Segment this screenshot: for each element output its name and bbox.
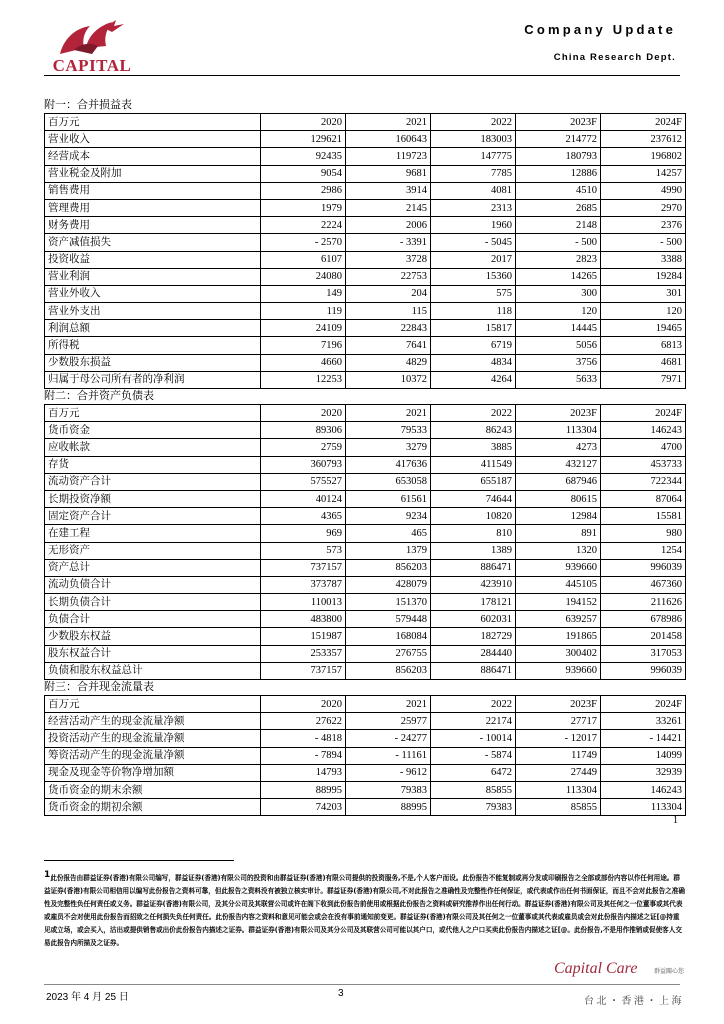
value-cell: 14445 [516, 320, 601, 337]
value-cell: 22753 [346, 268, 431, 285]
row-label: 少数股东权益 [45, 628, 261, 645]
row-label: 财务费用 [45, 217, 261, 234]
table-row [45, 439, 686, 456]
table-header-row [45, 114, 686, 131]
value-cell: 980 [601, 525, 686, 542]
value-cell: 445105 [516, 576, 601, 593]
value-cell: 4660 [261, 354, 346, 371]
value-cell: 5056 [516, 337, 601, 354]
value-cell: 89306 [261, 422, 346, 439]
year-header: 2021 [346, 696, 431, 713]
value-cell: 2376 [601, 217, 686, 234]
row-label: 长期投资净额 [45, 490, 261, 507]
value-cell: 14099 [601, 747, 686, 764]
row-label: 固定资产合计 [45, 508, 261, 525]
table-row [45, 371, 686, 388]
value-cell: 88995 [346, 799, 431, 816]
section-page-marker: 1 [673, 815, 678, 826]
value-cell: 276755 [346, 645, 431, 662]
value-cell: 211626 [601, 594, 686, 611]
value-cell: 12984 [516, 508, 601, 525]
financial-tables [44, 98, 685, 816]
brand-small-text: 群益關心您 [653, 968, 684, 975]
unit-label: 百万元 [45, 696, 261, 713]
balance-sheet-table [44, 404, 686, 680]
value-cell: 151987 [261, 628, 346, 645]
value-cell: 3388 [601, 251, 686, 268]
value-cell: 4990 [601, 182, 686, 199]
table-row [45, 251, 686, 268]
value-cell: 80615 [516, 490, 601, 507]
value-cell: 1979 [261, 199, 346, 216]
income-statement-title: 附一：合并损益表 [44, 99, 132, 111]
row-label: 利润总额 [45, 320, 261, 337]
year-header: 2020 [261, 405, 346, 422]
year-header: 2021 [346, 114, 431, 131]
value-cell: 182729 [431, 628, 516, 645]
value-cell: 1320 [516, 542, 601, 559]
value-cell: 7641 [346, 337, 431, 354]
value-cell: 886471 [431, 662, 516, 679]
value-cell: 12886 [516, 165, 601, 182]
table-row [45, 781, 686, 798]
value-cell: 10820 [431, 508, 516, 525]
value-cell: 113304 [516, 422, 601, 439]
value-cell: 373787 [261, 576, 346, 593]
table-header-row [45, 696, 686, 713]
capital-logo [46, 18, 138, 76]
row-label: 营业外收入 [45, 285, 261, 302]
page-number: 3 [338, 988, 344, 999]
value-cell: 939660 [516, 559, 601, 576]
row-label: 负债合计 [45, 611, 261, 628]
value-cell: 119 [261, 303, 346, 320]
year-header: 2022 [431, 405, 516, 422]
row-label: 存货 [45, 456, 261, 473]
value-cell: 4264 [431, 371, 516, 388]
value-cell: 3756 [516, 354, 601, 371]
value-cell: 33261 [601, 713, 686, 730]
value-cell: - 14421 [601, 730, 686, 747]
year-header: 2020 [261, 114, 346, 131]
table-row [45, 285, 686, 302]
value-cell: 11749 [516, 747, 601, 764]
row-label: 少数股东损益 [45, 354, 261, 371]
value-cell: - 7894 [261, 747, 346, 764]
row-label: 归属于母公司所有者的净利润 [45, 371, 261, 388]
table-row [45, 165, 686, 182]
value-cell: 147775 [431, 148, 516, 165]
value-cell: 61561 [346, 490, 431, 507]
value-cell: 4273 [516, 439, 601, 456]
value-cell: 27717 [516, 713, 601, 730]
year-header: 2024F [601, 114, 686, 131]
value-cell: 602031 [431, 611, 516, 628]
value-cell: 417636 [346, 456, 431, 473]
value-cell: 7971 [601, 371, 686, 388]
value-cell: 939660 [516, 662, 601, 679]
table-row [45, 611, 686, 628]
value-cell: 146243 [601, 781, 686, 798]
row-label: 营业收入 [45, 131, 261, 148]
value-cell: 25977 [346, 713, 431, 730]
table-row [45, 182, 686, 199]
value-cell: 317053 [601, 645, 686, 662]
value-cell: 687946 [516, 473, 601, 490]
value-cell: 10372 [346, 371, 431, 388]
row-label: 资产总计 [45, 559, 261, 576]
table-row [45, 320, 686, 337]
table-row [45, 131, 686, 148]
value-cell: 237612 [601, 131, 686, 148]
table-row [45, 303, 686, 320]
value-cell: 15360 [431, 268, 516, 285]
value-cell: 9681 [346, 165, 431, 182]
row-label: 现金及现金等价物净增加额 [45, 764, 261, 781]
value-cell: 119723 [346, 148, 431, 165]
value-cell: 129621 [261, 131, 346, 148]
row-label: 投资收益 [45, 251, 261, 268]
value-cell: 737157 [261, 662, 346, 679]
row-label: 流动负债合计 [45, 576, 261, 593]
value-cell: - 24277 [346, 730, 431, 747]
value-cell: 423910 [431, 576, 516, 593]
value-cell: 4365 [261, 508, 346, 525]
row-label: 经营活动产生的现金流量净额 [45, 713, 261, 730]
value-cell: 87064 [601, 490, 686, 507]
capital-bird-icon [54, 18, 130, 58]
value-cell: 88995 [261, 781, 346, 798]
year-header: 2023F [516, 696, 601, 713]
value-cell: 4081 [431, 182, 516, 199]
table-row [45, 662, 686, 679]
value-cell: 467360 [601, 576, 686, 593]
value-cell: 2759 [261, 439, 346, 456]
value-cell: - 12017 [516, 730, 601, 747]
value-cell: 722344 [601, 473, 686, 490]
table-row [45, 747, 686, 764]
value-cell: 6719 [431, 337, 516, 354]
row-label: 经营成本 [45, 148, 261, 165]
value-cell: 3279 [346, 439, 431, 456]
value-cell: 5633 [516, 371, 601, 388]
row-label: 货币资金的期末余额 [45, 781, 261, 798]
value-cell: 15817 [431, 320, 516, 337]
value-cell: 678986 [601, 611, 686, 628]
value-cell: 432127 [516, 456, 601, 473]
value-cell: 2145 [346, 199, 431, 216]
table-row [45, 268, 686, 285]
value-cell: 22843 [346, 320, 431, 337]
value-cell: 115 [346, 303, 431, 320]
value-cell: 411549 [431, 456, 516, 473]
value-cell: 86243 [431, 422, 516, 439]
cash-flow-table [44, 695, 686, 816]
value-cell: 14257 [601, 165, 686, 182]
income-statement-table [44, 113, 686, 389]
office-cities: 台北・香港・上海 [584, 996, 684, 1007]
row-label: 流动资产合计 [45, 473, 261, 490]
table-row [45, 473, 686, 490]
value-cell: 428079 [346, 576, 431, 593]
value-cell: 15581 [601, 508, 686, 525]
value-cell: 483800 [261, 611, 346, 628]
value-cell: 810 [431, 525, 516, 542]
row-label: 应收帐款 [45, 439, 261, 456]
value-cell: 655187 [431, 473, 516, 490]
value-cell: 360793 [261, 456, 346, 473]
table-row [45, 508, 686, 525]
value-cell: - 500 [516, 234, 601, 251]
value-cell: 575527 [261, 473, 346, 490]
value-cell: 201458 [601, 628, 686, 645]
value-cell: 180793 [516, 148, 601, 165]
value-cell: 579448 [346, 611, 431, 628]
value-cell: 178121 [431, 594, 516, 611]
table-row [45, 713, 686, 730]
value-cell: 214772 [516, 131, 601, 148]
value-cell: 22174 [431, 713, 516, 730]
value-cell: 737157 [261, 559, 346, 576]
table-row [45, 234, 686, 251]
value-cell: 19465 [601, 320, 686, 337]
table-row [45, 628, 686, 645]
table-row [45, 490, 686, 507]
value-cell: 4834 [431, 354, 516, 371]
value-cell: 9234 [346, 508, 431, 525]
value-cell: 110013 [261, 594, 346, 611]
value-cell: 1379 [346, 542, 431, 559]
value-cell: 204 [346, 285, 431, 302]
value-cell: 4700 [601, 439, 686, 456]
value-cell: 1960 [431, 217, 516, 234]
value-cell: 573 [261, 542, 346, 559]
footnote-mark: 1 [44, 869, 51, 880]
balance-sheet-title: 附二：合并资产负债表 [44, 390, 154, 402]
value-cell: 7785 [431, 165, 516, 182]
value-cell: 151370 [346, 594, 431, 611]
row-label: 货币资金的期初余额 [45, 799, 261, 816]
value-cell: 120 [516, 303, 601, 320]
value-cell: 24080 [261, 268, 346, 285]
year-header: 2022 [431, 696, 516, 713]
value-cell: 2224 [261, 217, 346, 234]
value-cell: 996039 [601, 559, 686, 576]
value-cell: 14265 [516, 268, 601, 285]
value-cell: 19284 [601, 268, 686, 285]
table-row [45, 422, 686, 439]
value-cell: - 11161 [346, 747, 431, 764]
disclaimer-text: 此份报告由群益证券(香港)有限公司编写，群益证券(香港)有限公司的投资和由群益证券(香港)有限公司提供的投资服务,不是,个人客户而设。此份报告不能复制或再分发或印刷报告之全部或部份内容以作任何用途。群益证券(香港)有限公司相信用以编写此份报告之资料可靠，但此报告之资料没有被独立核实审计。群益证券(香港)有限公司,不对此报告之准确性及完整性作任何保证，或代表或作出任何书面保证，而且不会对此报告之准确性及完整性负任何责任或义务。群益证券(香港)有限公司，及其分公司及其联营公司或许在阁下收到此份报告前使用或根据此份报告之资料或研究推荐作出任何行动。群益证券(香港)有限公司及其任何之一位董事或其代表或雇员不会对使用此份报告而招致之任何损失负任何责任。此份报告内容之资料和意见可能会或会在没有事前通知前变更。群益证券(香港)有限公司及其任何之一位董事或其代表或雇员或会对此份报告内描述之证[@持重见或立场，或会买入，沽出或提供销售或出价此份报告内描述之证券。群益证券(香港)有限公司及其分公司及其联营公司可能以其户口，或代他人之户口买卖此份报告内描述之证[@。此份报告,不是用作推销或促使客人交易此报告内所描及之证券。 [44, 874, 685, 947]
value-cell: - 2570 [261, 234, 346, 251]
table-row [45, 594, 686, 611]
value-cell: 74203 [261, 799, 346, 816]
value-cell: 639257 [516, 611, 601, 628]
value-cell: 300 [516, 285, 601, 302]
value-cell: 465 [346, 525, 431, 542]
value-cell: 4510 [516, 182, 601, 199]
year-header: 2024F [601, 405, 686, 422]
value-cell: 6813 [601, 337, 686, 354]
value-cell: 113304 [516, 781, 601, 798]
value-cell: 32939 [601, 764, 686, 781]
value-cell: 653058 [346, 473, 431, 490]
table-row [45, 525, 686, 542]
value-cell: 2017 [431, 251, 516, 268]
year-header: 2024F [601, 696, 686, 713]
value-cell: 183003 [431, 131, 516, 148]
table-row [45, 645, 686, 662]
value-cell: 24109 [261, 320, 346, 337]
row-label: 长期负债合计 [45, 594, 261, 611]
row-label: 营业税金及附加 [45, 165, 261, 182]
table-row [45, 354, 686, 371]
table-row [45, 730, 686, 747]
row-label: 筹资活动产生的现金流量净额 [45, 747, 261, 764]
row-label: 股东权益合计 [45, 645, 261, 662]
value-cell: 856203 [346, 662, 431, 679]
header-divider [44, 75, 680, 76]
value-cell: 118 [431, 303, 516, 320]
table-row [45, 199, 686, 216]
value-cell: 284440 [431, 645, 516, 662]
value-cell: 14793 [261, 764, 346, 781]
row-label: 货币资金 [45, 422, 261, 439]
table-row [45, 764, 686, 781]
value-cell: 168084 [346, 628, 431, 645]
year-header: 2023F [516, 114, 601, 131]
value-cell: 856203 [346, 559, 431, 576]
table-row [45, 337, 686, 354]
value-cell: 79533 [346, 422, 431, 439]
value-cell: 120 [601, 303, 686, 320]
row-label: 无形资产 [45, 542, 261, 559]
value-cell: 85855 [431, 781, 516, 798]
table-row [45, 456, 686, 473]
value-cell: - 10014 [431, 730, 516, 747]
value-cell: 3728 [346, 251, 431, 268]
value-cell: 146243 [601, 422, 686, 439]
value-cell: 27449 [516, 764, 601, 781]
table-row [45, 559, 686, 576]
table-row [45, 217, 686, 234]
value-cell: 191865 [516, 628, 601, 645]
value-cell: 3914 [346, 182, 431, 199]
row-label: 营业利润 [45, 268, 261, 285]
value-cell: 301 [601, 285, 686, 302]
report-type-title: Company Update [524, 22, 676, 37]
row-label: 销售费用 [45, 182, 261, 199]
value-cell: 4681 [601, 354, 686, 371]
value-cell: - 500 [601, 234, 686, 251]
value-cell: 113304 [601, 799, 686, 816]
value-cell: 40124 [261, 490, 346, 507]
value-cell: 6472 [431, 764, 516, 781]
value-cell: 1254 [601, 542, 686, 559]
value-cell: 2970 [601, 199, 686, 216]
table-header-row [45, 405, 686, 422]
row-label: 营业外支出 [45, 303, 261, 320]
footer-divider [44, 984, 680, 985]
table-row [45, 542, 686, 559]
row-label: 所得税 [45, 337, 261, 354]
unit-label: 百万元 [45, 405, 261, 422]
value-cell: 453733 [601, 456, 686, 473]
value-cell: - 3391 [346, 234, 431, 251]
value-cell: 74644 [431, 490, 516, 507]
value-cell: 79383 [346, 781, 431, 798]
table-row [45, 799, 686, 816]
value-cell: 575 [431, 285, 516, 302]
row-label: 管理费用 [45, 199, 261, 216]
year-header: 2021 [346, 405, 431, 422]
value-cell: - 9612 [346, 764, 431, 781]
value-cell: 85855 [516, 799, 601, 816]
year-header: 2020 [261, 696, 346, 713]
department-subtitle: China Research Dept. [553, 52, 676, 63]
cash-flow-title: 附三：合并现金流量表 [44, 681, 154, 693]
value-cell: 1389 [431, 542, 516, 559]
value-cell: 2986 [261, 182, 346, 199]
value-cell: 253357 [261, 645, 346, 662]
value-cell: 160643 [346, 131, 431, 148]
value-cell: 969 [261, 525, 346, 542]
value-cell: 3885 [431, 439, 516, 456]
value-cell: 79383 [431, 799, 516, 816]
row-label: 在建工程 [45, 525, 261, 542]
value-cell: 891 [516, 525, 601, 542]
value-cell: 6107 [261, 251, 346, 268]
footnote-divider [44, 860, 234, 861]
table-row [45, 148, 686, 165]
capital-care-brand [554, 960, 684, 980]
value-cell: 886471 [431, 559, 516, 576]
value-cell: 4829 [346, 354, 431, 371]
value-cell: 2823 [516, 251, 601, 268]
disclaimer-footnote [44, 869, 685, 950]
row-label: 负债和股东权益总计 [45, 662, 261, 679]
value-cell: 92435 [261, 148, 346, 165]
unit-label: 百万元 [45, 114, 261, 131]
value-cell: - 5045 [431, 234, 516, 251]
brand-script-text: Capital Care [554, 960, 638, 977]
value-cell: 300402 [516, 645, 601, 662]
value-cell: 2148 [516, 217, 601, 234]
logo-text: CAPITAL [52, 56, 132, 75]
value-cell: 996039 [601, 662, 686, 679]
report-date: 2023 年 4 月 25 日 [46, 992, 129, 1003]
table-row [45, 576, 686, 593]
row-label: 资产减值损失 [45, 234, 261, 251]
value-cell: 2685 [516, 199, 601, 216]
value-cell: 2006 [346, 217, 431, 234]
year-header: 2023F [516, 405, 601, 422]
value-cell: - 5874 [431, 747, 516, 764]
value-cell: 12253 [261, 371, 346, 388]
value-cell: 27622 [261, 713, 346, 730]
value-cell: 9054 [261, 165, 346, 182]
row-label: 投资活动产生的现金流量净额 [45, 730, 261, 747]
value-cell: 196802 [601, 148, 686, 165]
value-cell: 7196 [261, 337, 346, 354]
year-header: 2022 [431, 114, 516, 131]
value-cell: - 4818 [261, 730, 346, 747]
value-cell: 194152 [516, 594, 601, 611]
value-cell: 149 [261, 285, 346, 302]
value-cell: 2313 [431, 199, 516, 216]
